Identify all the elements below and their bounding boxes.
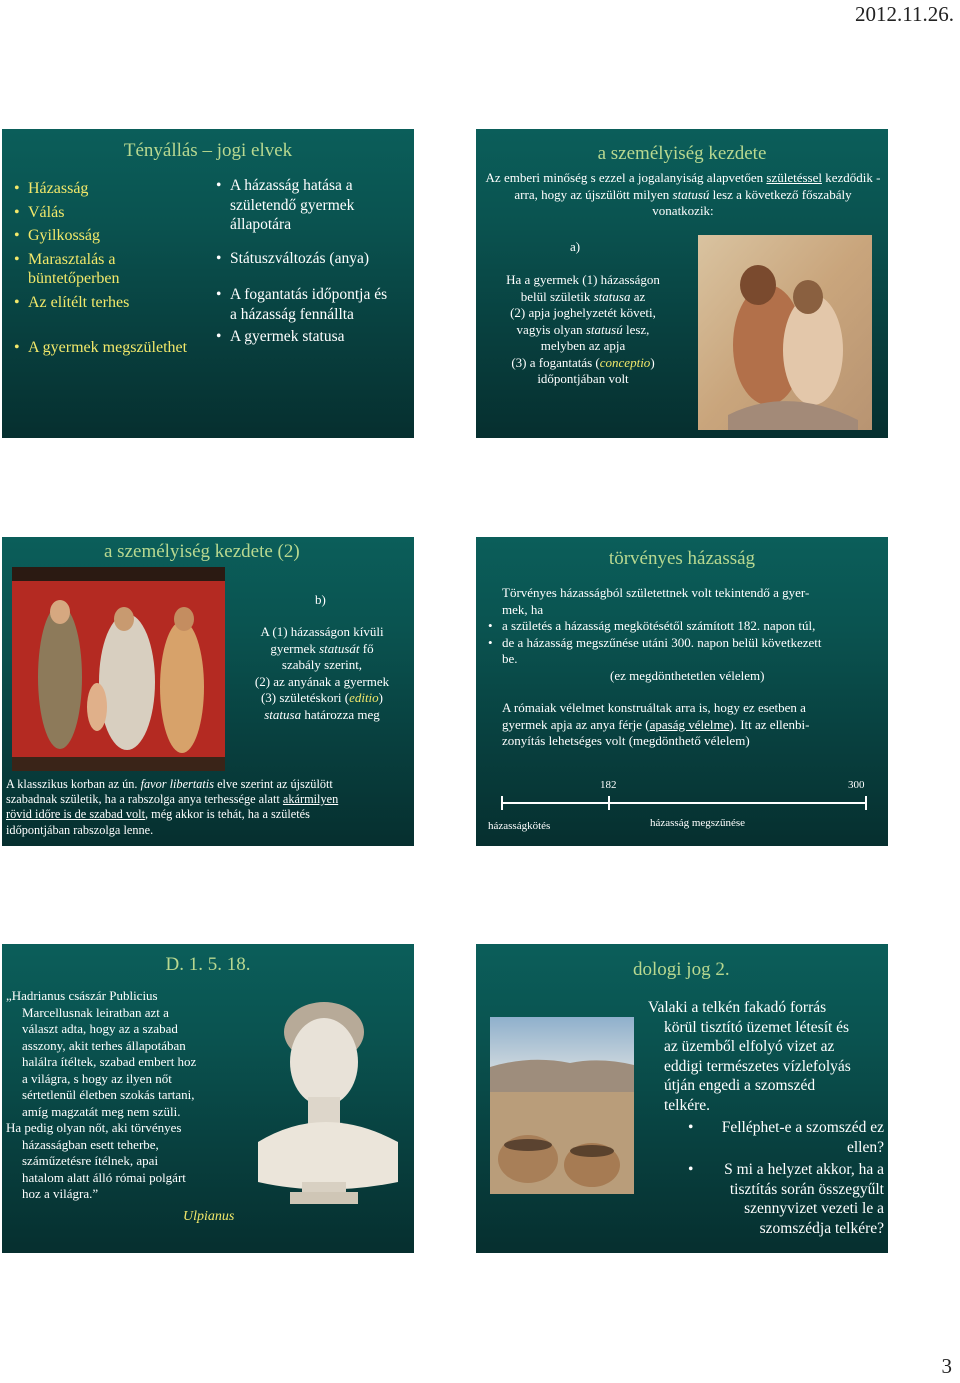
list-item: • Gyilkosság bbox=[14, 226, 204, 246]
timeline-start-label: házasságkötés bbox=[488, 820, 551, 832]
list-item bbox=[488, 635, 878, 652]
label-b: b) bbox=[315, 592, 326, 607]
text: lesz a következő főszabály vonatkozik: bbox=[652, 186, 852, 218]
text: fő bbox=[359, 640, 374, 656]
text: szennyvizet vezeti le a bbox=[744, 1200, 884, 1217]
hadrian-bust-image bbox=[250, 992, 404, 1207]
list-item bbox=[688, 1160, 884, 1238]
text: házasságban esett teherbe, bbox=[22, 1136, 159, 1152]
timeline-label-300: 300 bbox=[848, 779, 865, 791]
text: akármilyen bbox=[282, 792, 339, 807]
text: az üzemből elfolyó vizet az bbox=[664, 1038, 835, 1055]
text: Valaki a telkén fakadó forrás bbox=[648, 999, 827, 1016]
text: Marcellusnak leiratban azt a bbox=[22, 1004, 169, 1020]
list-item: • A fogantatás időpontja és a házasság fennállta bbox=[216, 285, 396, 324]
page-number: 3 bbox=[941, 1354, 952, 1378]
text: (2) az anyának a gyermek bbox=[254, 673, 390, 689]
text: Az emberi minőség s ezzel a jogalanyiság alapvetően bbox=[485, 170, 767, 185]
legit-text bbox=[502, 585, 878, 750]
spring-cistern-image bbox=[490, 1017, 634, 1194]
text: szabadnak születik, ha a rabszolga anya terhessége alatt bbox=[6, 792, 283, 807]
text: amíg magzatát meg nem szüli. bbox=[22, 1103, 181, 1119]
slide-title: dologi jog 2. bbox=[633, 959, 730, 980]
slide-title: a személyiség kezdete (2) bbox=[104, 541, 300, 562]
slide-title: D. 1. 5. 18. bbox=[165, 954, 251, 975]
text: (3) a fogantatás ( bbox=[511, 354, 600, 370]
list-item: • A házasság hatása a születendő gyermek állapotára bbox=[216, 176, 396, 235]
list-item: • Az elítélt terhes bbox=[14, 293, 204, 313]
text: A klasszikus korban az ún. bbox=[6, 777, 141, 791]
text: conceptio bbox=[599, 354, 651, 370]
text: ellen? bbox=[846, 1138, 884, 1156]
slide-title: Tényállás – jogi elvek bbox=[123, 140, 293, 161]
list-item: • Házasság bbox=[14, 179, 204, 199]
list-item: • Válás bbox=[14, 203, 204, 223]
text: apaság vélelme bbox=[649, 716, 730, 732]
slide-torvenyes-hazassag bbox=[476, 537, 888, 846]
timeline-label-182: 182 bbox=[600, 779, 617, 791]
text: statusa bbox=[264, 706, 302, 722]
text: (2) apja joghelyzetét követi, bbox=[510, 305, 656, 320]
rule-text bbox=[238, 624, 406, 723]
list-item: • Státuszváltozás (anya) bbox=[216, 249, 396, 269]
villa-fresco-image bbox=[12, 567, 225, 771]
text: mek, ha bbox=[502, 601, 544, 617]
text: körül tisztító üzemet létesít és bbox=[664, 1018, 850, 1036]
favor-libertatis-text bbox=[6, 777, 410, 838]
text: gyermek bbox=[270, 640, 320, 656]
text: száműzetésre ítélnek, apai bbox=[22, 1153, 159, 1168]
text: sértetlenül életben szokás tartani, bbox=[22, 1087, 195, 1102]
slide-szemelyiseg-kezdete bbox=[476, 129, 888, 438]
text: „Hadrianus császár Publicius bbox=[6, 988, 158, 1003]
text: az bbox=[630, 288, 646, 304]
text: telkére. bbox=[664, 1096, 711, 1114]
text: (3) születéskori ( bbox=[260, 690, 350, 705]
slide-title: törvényes házasság bbox=[608, 548, 756, 569]
slide-szemelyiseg-kezdete-2 bbox=[2, 537, 414, 846]
header-date: 2012.11.26. bbox=[855, 2, 954, 26]
text: belül születik bbox=[520, 288, 594, 304]
text: Felléphet-e a szomszéd ez bbox=[721, 1119, 884, 1136]
text: ) bbox=[378, 690, 384, 705]
text: A rómaiak vélelmet konstruáltak arra is, hogy ez esetben a bbox=[502, 700, 806, 715]
text: hatalom alatt álló római polgárt bbox=[22, 1169, 186, 1185]
text: statusát bbox=[319, 640, 360, 656]
text: kezdődik - bbox=[821, 170, 881, 185]
slide-title: a személyiség kezdete bbox=[597, 143, 767, 164]
text: rövid időre is de szabad volt bbox=[6, 807, 145, 822]
text: melyben az apja bbox=[540, 338, 626, 353]
slide-tenyallas bbox=[2, 129, 414, 438]
text: ) bbox=[650, 354, 655, 370]
text: A (1) házasságon kívüli bbox=[260, 624, 384, 639]
right-bullet-list bbox=[216, 176, 396, 347]
label-a: a) bbox=[570, 239, 581, 254]
list-item: • a születés a házasság megkötésétől számított 182. napon túl, bbox=[488, 618, 878, 635]
question-list bbox=[688, 1118, 884, 1238]
slide-d-1-5-18 bbox=[2, 944, 414, 1253]
quote-indented bbox=[6, 1005, 246, 1121]
timeline-chart bbox=[476, 775, 888, 846]
text: határozza meg bbox=[301, 706, 380, 722]
text: statusú bbox=[672, 186, 710, 202]
list-item bbox=[688, 1118, 884, 1157]
text: ). Itt az ellenbi- bbox=[729, 716, 810, 732]
case-description bbox=[648, 998, 880, 1115]
text: a világra, s hogy az ilyen nőt bbox=[22, 1070, 172, 1086]
text: (ez megdönthetetlen vélelem) bbox=[610, 667, 765, 683]
list-item: • Marasztalás a büntetőperben bbox=[14, 250, 204, 289]
text: halálra ítéltek, szabad embert hoz bbox=[22, 1054, 197, 1069]
quote-indented bbox=[6, 1137, 246, 1203]
fresco-image bbox=[698, 235, 872, 430]
text: statusa bbox=[593, 288, 631, 304]
text: időpontjában rabszolga lenne. bbox=[6, 822, 154, 837]
text: zonyítás lehetséges volt (megdönthető vélelem) bbox=[502, 733, 750, 748]
text: favor libertatis bbox=[140, 777, 215, 791]
text: Ha pedig olyan nőt, aki törvényes bbox=[6, 1120, 182, 1135]
text: Ha a gyermek (1) házasságon bbox=[506, 272, 660, 287]
left-bullet-list bbox=[14, 179, 204, 358]
rule-text bbox=[478, 272, 688, 388]
text: tisztítás során összegyűlt bbox=[729, 1180, 884, 1198]
text: vagyis olyan bbox=[516, 321, 586, 337]
text: S mi a helyzet akkor, ha a bbox=[724, 1161, 884, 1178]
quote-author: Ulpianus bbox=[183, 1209, 235, 1224]
text: születéssel bbox=[766, 170, 822, 185]
text: útján engedi a szomszéd bbox=[664, 1077, 816, 1094]
intro-text bbox=[484, 170, 882, 220]
text: elve szerint az újszülött bbox=[214, 777, 333, 791]
text: de a házasság megszűnése utáni 300. napon belül következett bbox=[502, 634, 822, 650]
text: statusú bbox=[585, 321, 623, 337]
timeline-end-label: házasság megszűnése bbox=[650, 817, 745, 829]
text: szomszédja telkére? bbox=[759, 1219, 884, 1237]
text: eddigi természetes vízlefolyás bbox=[664, 1057, 851, 1075]
list-item: • A gyermek statusa bbox=[216, 327, 396, 347]
list-item: • A gyermek megszülethet bbox=[14, 338, 204, 358]
text: gyermek apja az anya férje ( bbox=[502, 716, 650, 732]
text: lesz, bbox=[622, 321, 650, 337]
text: editio bbox=[349, 690, 379, 705]
text: arra, hogy az újszülött milyen bbox=[514, 186, 673, 202]
text: választ adta, hogy az a szabad bbox=[22, 1021, 178, 1036]
text: szabály szerint, bbox=[281, 657, 363, 672]
text: , még akkor is tehát, ha a születés bbox=[145, 807, 310, 822]
condition-list bbox=[488, 618, 878, 651]
text: be. bbox=[502, 651, 518, 666]
text: hoz a világra.” bbox=[22, 1186, 99, 1201]
slide-dologi-jog-2 bbox=[476, 944, 888, 1253]
text: időpontjában volt bbox=[537, 371, 629, 386]
text: asszony, akit terhes állapotában bbox=[22, 1037, 186, 1053]
text: Törvényes házasságból születettnek volt tekintendő a gyer- bbox=[502, 585, 810, 600]
case-indented bbox=[648, 1018, 880, 1116]
digest-quote bbox=[6, 988, 246, 1203]
